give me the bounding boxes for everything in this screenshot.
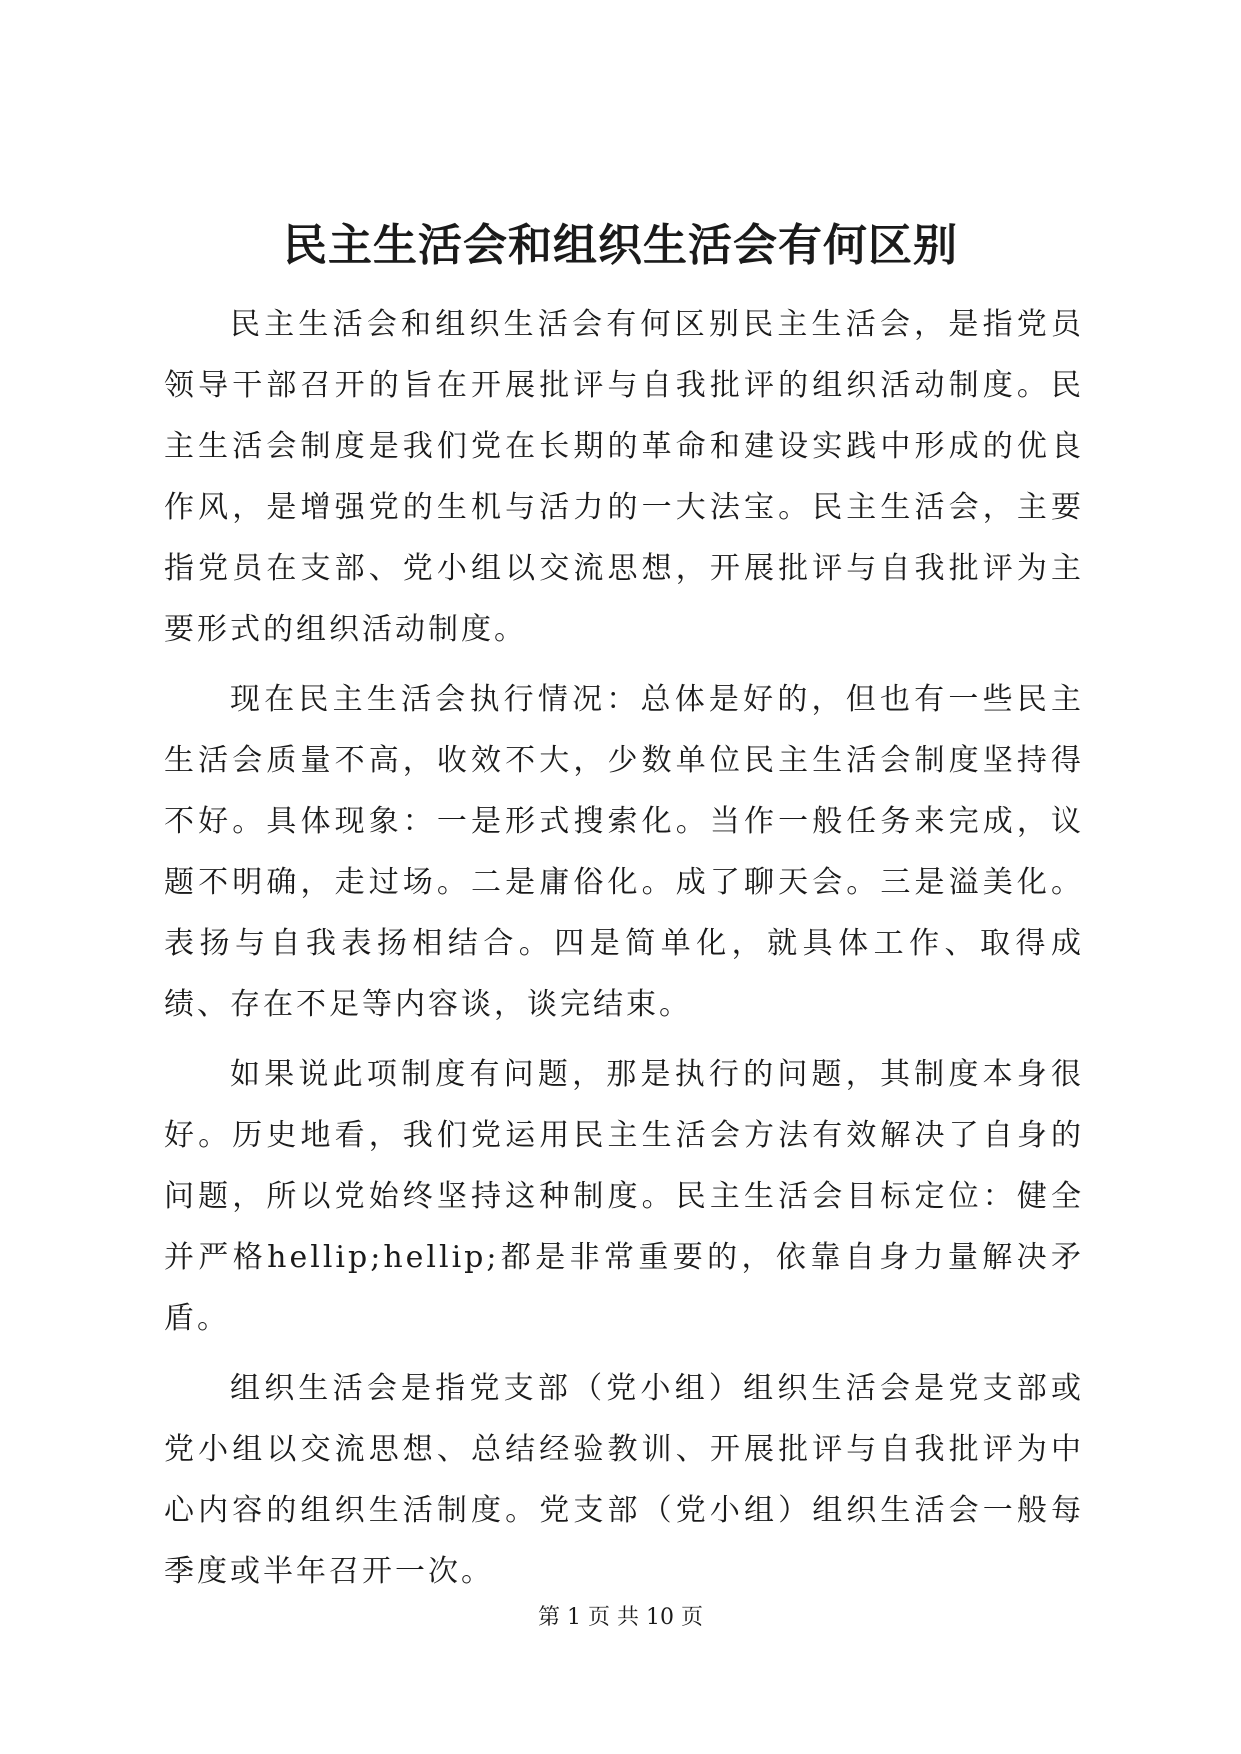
- paragraph-3: 如果说此项制度有问题，那是执行的问题，其制度本身很好。历史地看，我们党运用民主生活会方法有效解决了自身的问题，所以党始终坚持这种制度。民主生活会目标定位：健全并严格hellip;hellip;都是非常重要的，依靠自身力量解决矛盾。: [164, 1057, 1084, 1336]
- document-title: 民主生活会和组织生活会有何区别: [283, 220, 958, 271]
- paragraph-1: 民主生活会和组织生活会有何区别民主生活会，是指党员领导干部召开的旨在开展批评与自我批评的组织活动制度。民主生活会制度是我们党在长期的革命和建设实践中形成的优良作风，是增强党的生机与活力的一大法宝。民主生活会，主要指党员在支部、党小组以交流思想，开展批评与自我批评为主要形式的组织活动制度。: [164, 307, 1084, 647]
- page-number-footer: 第 1 页 共 10 页: [538, 1605, 703, 1630]
- paragraph-2: 现在民主生活会执行情况：总体是好的，但也有一些民主生活会质量不高，收效不大，少数单位民主生活会制度坚持得不好。具体现象：一是形式搜索化。当作一般任务来完成，议题不明确，走过场。二是庸俗化。成了聊天会。三是溢美化。表扬与自我表扬相结合。四是简单化，就具体工作、取得成绩、存在不足等内容谈，谈完结束。: [164, 682, 1084, 1022]
- paragraph-4: 组织生活会是指党支部（党小组）组织生活会是党支部或党小组以交流思想、总结经验教训、开展批评与自我批评为中心内容的组织生活制度。党支部（党小组）组织生活会一般每季度或半年召开一次。: [164, 1371, 1084, 1589]
- document-body: [164, 294, 1084, 1611]
